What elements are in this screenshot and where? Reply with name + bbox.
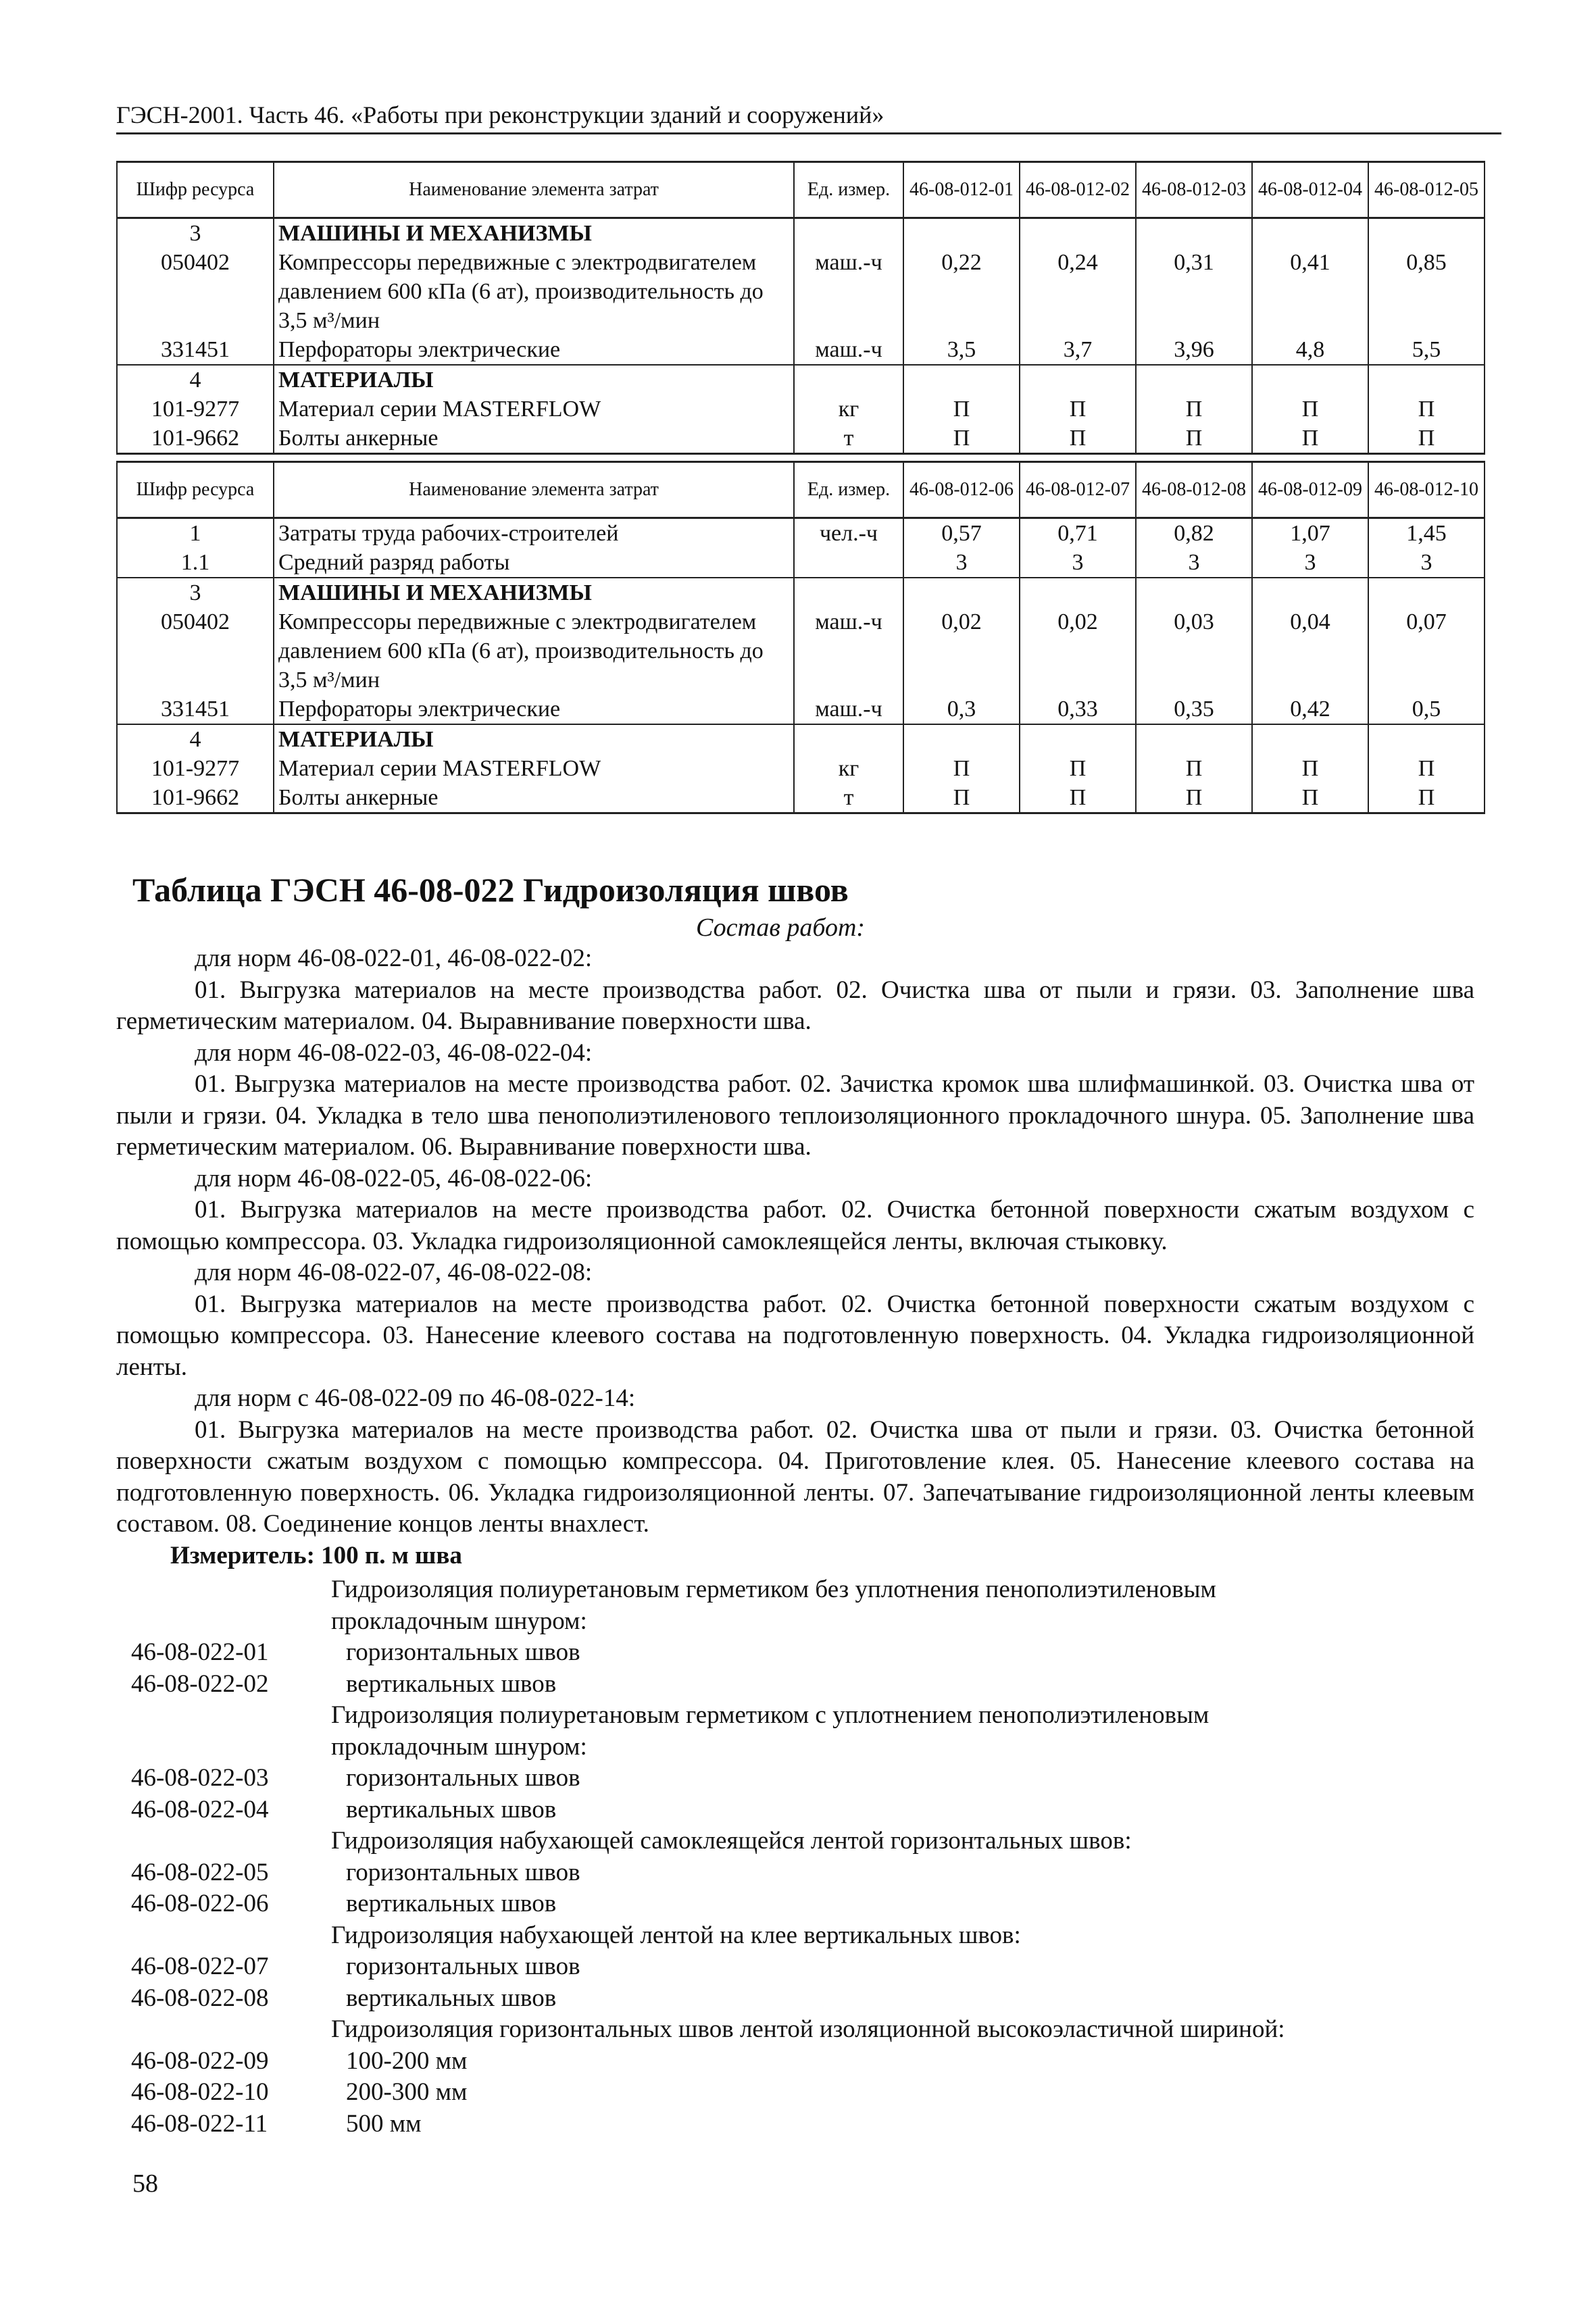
resource-table-2 (116, 461, 1485, 814)
value-cell: 0,31 (1136, 248, 1252, 335)
norm-item-row (116, 2077, 1474, 2109)
table-row (117, 365, 1485, 395)
norm-item-row (116, 2109, 1474, 2140)
element-name-cell: Компрессоры передвижные с электродвигателем давлением 600 кПа (6 ат), производительность до 3,5 м³/мин (274, 607, 794, 695)
resource-code-cell: 3 (117, 218, 274, 249)
measure-unit: Измеритель: 100 п. м шва (170, 1541, 462, 1569)
value-cell (1136, 218, 1252, 249)
header-cell: 46-08-012-07 (1020, 462, 1136, 518)
norm-code: 46-08-022-07 (131, 1953, 269, 1980)
element-name-cell: Перфораторы электрические (274, 695, 794, 724)
norm-code: 46-08-022-06 (131, 1890, 269, 1917)
norm-group-title-row (116, 2014, 1474, 2046)
value-cell: 0,42 (1252, 695, 1368, 724)
work-operations-paragraph: 01. Выгрузка материалов на месте производства работ. 02. Очистка бетонной поверхности сжатым воздухом с помощью компрессора. 03. Укладка гидроизоляционной самоклеящейся ленты, включая стыковку. (116, 1196, 1474, 1255)
norm-item-row (116, 1669, 1474, 1701)
value-cell (1020, 218, 1136, 249)
norm-group-title-row (116, 1606, 1474, 1638)
norm-group-title: Гидроизоляция полиуретановым герметиком без уплотнения пенополиэтиленовым (331, 1576, 1216, 1603)
norm-group-title: прокладочным шнуром: (331, 1607, 587, 1635)
value-cell: П (1136, 424, 1252, 454)
header-cell: Ед. измер. (794, 162, 903, 218)
element-name-cell: МАШИНЫ И МЕХАНИЗМЫ (274, 578, 794, 607)
value-cell (1252, 365, 1368, 395)
value-cell (1368, 724, 1485, 754)
unit-cell: маш.-ч (794, 607, 903, 695)
resource-code-cell: 050402 (117, 607, 274, 695)
value-cell: 0,85 (1368, 248, 1485, 335)
resource-code-cell: 101-9277 (117, 754, 274, 783)
value-cell: 0,33 (1020, 695, 1136, 724)
resource-code-cell: 101-9662 (117, 424, 274, 454)
header-cell: Шифр ресурса (117, 462, 274, 518)
norm-group-title-row (116, 1732, 1474, 1763)
value-cell: П (1252, 783, 1368, 813)
value-cell: П (1368, 395, 1485, 424)
element-name-cell: Затраты труда рабочих-строителей (274, 518, 794, 549)
norm-group-title: Гидроизоляция полиуретановым герметиком с уплотнением пенополиэтиленовым (331, 1701, 1210, 1729)
value-cell: П (1020, 424, 1136, 454)
table-row (117, 724, 1485, 754)
norm-label: 500 мм (346, 2109, 422, 2138)
work-operations-paragraph: 01. Выгрузка материалов на месте производства работ. 02. Зачистка кромок шва шлифмашинкой. 03. Очистка шва от пыли и грязи. 04. Укладка в тело шва пенополиэтиленового теплоизоляционного прокладочного шнура. 05. Заполнение шва герметическим материалом. 06. Выравнивание поверхности шва. (116, 1070, 1474, 1161)
resource-code-cell: 101-9277 (117, 395, 274, 424)
value-cell: П (1252, 754, 1368, 783)
resource-code-cell: 4 (117, 724, 274, 754)
value-cell (1136, 724, 1252, 754)
unit-cell: маш.-ч (794, 248, 903, 335)
norm-label: вертикальных швов (346, 1890, 557, 1917)
norm-label: горизонтальных швов (346, 1638, 580, 1666)
norm-group-title: Гидроизоляция набухающей лентой на клее вертикальных швов: (331, 1921, 1021, 1949)
header-cell: 46-08-012-09 (1252, 462, 1368, 518)
header-cell: 46-08-012-05 (1368, 162, 1485, 218)
value-cell (1020, 365, 1136, 395)
value-cell: 4,8 (1252, 335, 1368, 365)
work-operations-paragraph: 01. Выгрузка материалов на месте производства работ. 02. Очистка бетонной поверхности сжатым воздухом с помощью компрессора. 03. Нанесение клеевого состава на подготовленную поверхность. 04. Укладка гидроизоляционной ленты. (116, 1290, 1474, 1381)
value-cell (1252, 578, 1368, 607)
norm-group-title-row (116, 1826, 1474, 1857)
table-row (117, 695, 1485, 724)
norm-label: 200-300 мм (346, 2078, 468, 2106)
value-cell: П (1368, 783, 1485, 813)
norm-item-row (116, 1794, 1474, 1826)
element-name-cell: МАТЕРИАЛЫ (274, 365, 794, 395)
value-cell: 0,35 (1136, 695, 1252, 724)
header-cell: 46-08-012-08 (1136, 462, 1252, 518)
resource-code-cell: 331451 (117, 695, 274, 724)
value-cell: 1,07 (1252, 518, 1368, 549)
value-cell: П (903, 424, 1020, 454)
value-cell: 0,24 (1020, 248, 1136, 335)
unit-cell: т (794, 424, 903, 454)
value-cell (1252, 218, 1368, 249)
value-cell: П (1136, 395, 1252, 424)
table-row (117, 395, 1485, 424)
table-row (117, 754, 1485, 783)
norm-code: 46-08-022-02 (131, 1669, 269, 1698)
value-cell (1368, 365, 1485, 395)
element-name-cell: Компрессоры передвижные с электродвигателем давлением 600 кПа (6 ат), производительность до 3,5 м³/мин (274, 248, 794, 335)
header-cell: 46-08-012-04 (1252, 162, 1368, 218)
resource-code-cell: 3 (117, 578, 274, 607)
unit-cell: чел.-ч (794, 518, 903, 549)
value-cell: П (1020, 754, 1136, 783)
element-name-cell: Болты анкерные (274, 783, 794, 813)
element-name-cell: Болты анкерные (274, 424, 794, 454)
element-name-cell: МАШИНЫ И МЕХАНИЗМЫ (274, 218, 794, 249)
norm-item-row (116, 1763, 1474, 1794)
norm-label: горизонтальных швов (346, 1953, 580, 1980)
work-composition-text (116, 943, 1474, 1571)
value-cell: П (1368, 754, 1485, 783)
value-cell: П (903, 395, 1020, 424)
norm-range-label: для норм 46-08-022-05, 46-08-022-06: (195, 1164, 593, 1192)
table-row (117, 518, 1485, 549)
norm-item-row (116, 1983, 1474, 2015)
value-cell: П (1020, 395, 1136, 424)
table-row (117, 218, 1485, 249)
value-cell (903, 218, 1020, 249)
value-cell (1368, 578, 1485, 607)
norm-item-row (116, 1637, 1474, 1669)
value-cell: П (1136, 783, 1252, 813)
norm-group-title-row (116, 1574, 1474, 1606)
header-cell: 46-08-012-03 (1136, 162, 1252, 218)
norm-code: 46-08-022-05 (131, 1858, 269, 1886)
norm-range-label: для норм 46-08-022-03, 46-08-022-04: (195, 1038, 593, 1067)
unit-cell: кг (794, 754, 903, 783)
value-cell (1020, 724, 1136, 754)
norm-item-row (116, 2046, 1474, 2078)
norm-code: 46-08-022-04 (131, 1795, 269, 1823)
resource-code-cell: 050402 (117, 248, 274, 335)
value-cell (903, 365, 1020, 395)
value-cell: 3 (1368, 548, 1485, 578)
norm-code: 46-08-022-09 (131, 2046, 269, 2075)
norm-code: 46-08-022-01 (131, 1638, 269, 1666)
table-row (117, 335, 1485, 365)
norm-group-title-row (116, 1700, 1474, 1732)
table-row (117, 607, 1485, 695)
unit-cell (794, 578, 903, 607)
element-name-cell: Средний разряд работы (274, 548, 794, 578)
unit-cell (794, 548, 903, 578)
page-number: 58 (132, 2169, 158, 2198)
unit-cell: кг (794, 395, 903, 424)
norm-label: горизонтальных швов (346, 1764, 580, 1792)
element-name-cell: Материал серии MASTERFLOW (274, 754, 794, 783)
norm-range-label: для норм с 46-08-022-09 по 46-08-022-14: (195, 1384, 636, 1412)
norm-label: вертикальных швов (346, 1795, 557, 1823)
value-cell (903, 724, 1020, 754)
table-row (117, 783, 1485, 813)
norm-range-label: для норм 46-08-022-07, 46-08-022-08: (195, 1259, 593, 1286)
norm-code: 46-08-022-10 (131, 2078, 269, 2106)
norm-label: горизонтальных швов (346, 1858, 580, 1886)
value-cell: 0,57 (903, 518, 1020, 549)
table-header-row (117, 462, 1485, 518)
value-cell: 1,45 (1368, 518, 1485, 549)
unit-cell (794, 365, 903, 395)
resource-code-cell: 101-9662 (117, 783, 274, 813)
norm-label: вертикальных швов (346, 1669, 557, 1698)
unit-cell (794, 724, 903, 754)
value-cell: 0,41 (1252, 248, 1368, 335)
norm-group-title: прокладочным шнуром: (331, 1732, 587, 1761)
value-cell: 0,02 (903, 607, 1020, 695)
norm-item-row (116, 1888, 1474, 1920)
norm-label: 100-200 мм (346, 2046, 468, 2075)
table-row (117, 578, 1485, 607)
norm-list (116, 1574, 1474, 2140)
value-cell (1136, 578, 1252, 607)
value-cell (1136, 365, 1252, 395)
section-title: Таблица ГЭСН 46-08-022 Гидроизоляция швов (132, 871, 849, 909)
header-cell: 46-08-012-06 (903, 462, 1020, 518)
table-row (117, 424, 1485, 454)
header-cell: Ед. измер. (794, 462, 903, 518)
resource-code-cell: 1 (117, 518, 274, 549)
value-cell: П (1368, 424, 1485, 454)
resource-code-cell: 1.1 (117, 548, 274, 578)
norm-group-title: Гидроизоляция набухающей самоклеящейся лентой горизонтальных швов: (331, 1827, 1132, 1855)
resource-code-cell: 4 (117, 365, 274, 395)
element-name-cell: МАТЕРИАЛЫ (274, 724, 794, 754)
value-cell: 0,04 (1252, 607, 1368, 695)
work-operations-paragraph: 01. Выгрузка материалов на месте производства работ. 02. Очистка шва от пыли и грязи. 03. Заполнение шва герметическим материалом. 04. Выравнивание поверхности шва. (116, 976, 1474, 1035)
header-cell: 46-08-012-10 (1368, 462, 1485, 518)
header-cell: Шифр ресурса (117, 162, 274, 218)
header-cell: 46-08-012-01 (903, 162, 1020, 218)
value-cell: 0,02 (1020, 607, 1136, 695)
value-cell: П (903, 783, 1020, 813)
value-cell (903, 578, 1020, 607)
norm-code: 46-08-022-03 (131, 1764, 269, 1792)
value-cell: 0,07 (1368, 607, 1485, 695)
norm-item-row (116, 1857, 1474, 1889)
value-cell: 3 (1020, 548, 1136, 578)
table-row (117, 248, 1485, 335)
value-cell: П (1252, 395, 1368, 424)
value-cell (1252, 724, 1368, 754)
work-operations-paragraph: 01. Выгрузка материалов на месте производства работ. 02. Очистка шва от пыли и грязи. 03. Очистка бетонной поверхности сжатым воздухом с помощью компрессора. 04. Приготовление клея. 05. Нанесение клеевого состава на подготовленную поверхность. 06. Укладка гидроизоляционной ленты. 07. Запечатывание гидроизоляционной ленты клеевым составом. 08. Соединение концов ленты внахлест. (116, 1415, 1474, 1538)
unit-cell: маш.-ч (794, 695, 903, 724)
norm-code: 46-08-022-08 (131, 1984, 269, 2012)
value-cell: 3 (1252, 548, 1368, 578)
norm-group-title-row (116, 1920, 1474, 1952)
value-cell (1368, 218, 1485, 249)
element-name-cell: Перфораторы электрические (274, 335, 794, 365)
running-head: ГЭСН-2001. Часть 46. «Работы при реконструкции зданий и сооружений» (116, 100, 1501, 134)
value-cell: П (1252, 424, 1368, 454)
value-cell: 3,7 (1020, 335, 1136, 365)
value-cell: 3,96 (1136, 335, 1252, 365)
resource-table-1 (116, 161, 1485, 455)
header-cell: Наименование элемента затрат (274, 162, 794, 218)
header-cell: Наименование элемента затрат (274, 462, 794, 518)
unit-cell: маш.-ч (794, 335, 903, 365)
value-cell: 0,71 (1020, 518, 1136, 549)
value-cell: П (1020, 783, 1136, 813)
norm-item-row (116, 1951, 1474, 1983)
unit-cell: т (794, 783, 903, 813)
value-cell: 3 (903, 548, 1020, 578)
value-cell: 5,5 (1368, 335, 1485, 365)
value-cell: 3,5 (903, 335, 1020, 365)
resource-code-cell: 331451 (117, 335, 274, 365)
header-cell: 46-08-012-02 (1020, 162, 1136, 218)
value-cell: 0,5 (1368, 695, 1485, 724)
norm-label: вертикальных швов (346, 1984, 557, 2012)
value-cell: П (903, 754, 1020, 783)
value-cell: 0,82 (1136, 518, 1252, 549)
table-row (117, 548, 1485, 578)
value-cell (1020, 578, 1136, 607)
value-cell: П (1136, 754, 1252, 783)
value-cell: 0,22 (903, 248, 1020, 335)
norm-range-label: для норм 46-08-022-01, 46-08-022-02: (195, 945, 593, 972)
value-cell: 0,03 (1136, 607, 1252, 695)
value-cell: 3 (1136, 548, 1252, 578)
value-cell: 0,3 (903, 695, 1020, 724)
element-name-cell: Материал серии MASTERFLOW (274, 395, 794, 424)
table-header-row (117, 162, 1485, 218)
norm-group-title: Гидроизоляция горизонтальных швов лентой изоляционной высокоэластичной шириной: (331, 2015, 1285, 2043)
norm-code: 46-08-022-11 (131, 2109, 268, 2138)
work-composition-subtitle: Состав работ: (696, 913, 866, 942)
unit-cell (794, 218, 903, 249)
